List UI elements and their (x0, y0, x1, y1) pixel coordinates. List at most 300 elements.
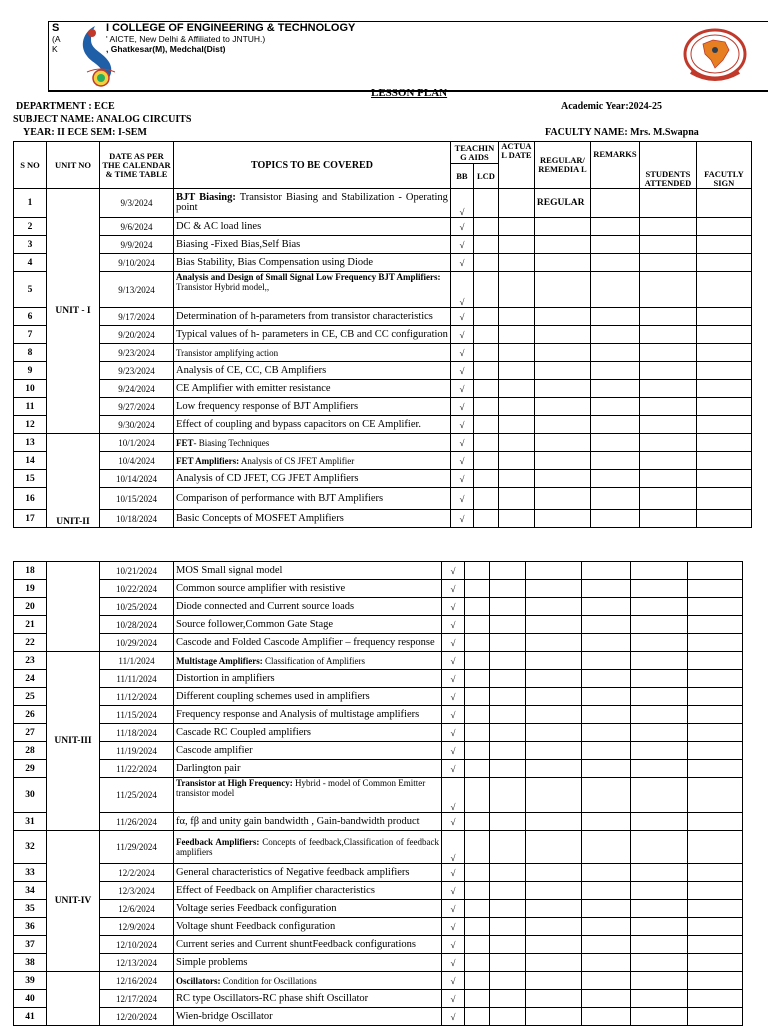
faculty-name-label: FACULTY NAME: Mrs. M.Swapna (545, 127, 699, 138)
regular-remedial-cell (526, 813, 582, 831)
lcd-cell (473, 189, 498, 218)
bb-tick-cell: √ (442, 990, 465, 1008)
lcd-cell (465, 813, 490, 831)
faculty-sign-cell (696, 488, 751, 510)
bb-tick-cell: √ (450, 416, 473, 434)
remarks-cell (582, 562, 631, 580)
table-row (14, 434, 752, 452)
faculty-sign-cell (688, 918, 743, 936)
col-header-students: STUDENTS ATTENDED (639, 142, 696, 189)
bb-tick-cell: √ (450, 189, 473, 218)
remarks-cell (582, 954, 631, 972)
students-attended-cell (631, 882, 688, 900)
actual-date-cell (490, 652, 526, 670)
bb-tick-cell: √ (442, 831, 465, 864)
topic-cell (174, 900, 442, 918)
lcd-cell (465, 831, 490, 864)
topic-text: RC type Oscillators-RC phase shift Oscillator (176, 993, 369, 1004)
col-header-regular-remedial: REGULAR/ REMEDIA L (534, 142, 590, 189)
students-attended-cell (631, 990, 688, 1008)
topic-cell (174, 380, 451, 398)
actual-date-cell (490, 742, 526, 760)
lcd-cell (473, 416, 498, 434)
date-cell: 10/18/2024 (100, 510, 174, 528)
lcd-cell (473, 236, 498, 254)
sno-cell: 32 (14, 831, 47, 864)
lcd-cell (465, 706, 490, 724)
table-row (14, 652, 743, 670)
lcd-cell (473, 272, 498, 308)
year-sem-label: YEAR: II ECE SEM: I-SEM (23, 127, 147, 138)
table-row (14, 634, 743, 652)
topic-cell (174, 688, 442, 706)
topic-cell (174, 616, 442, 634)
actual-date-cell (498, 272, 534, 308)
sno-cell: 4 (14, 254, 47, 272)
students-attended-cell (631, 972, 688, 990)
table-row (14, 488, 752, 510)
faculty-sign-cell (688, 652, 743, 670)
topic-text: Cascode amplifier (176, 745, 253, 756)
topic-cell (174, 218, 451, 236)
topic-cell (174, 398, 451, 416)
regular-remedial-cell (534, 326, 590, 344)
topic-heading: Multistage Amplifiers: (176, 655, 263, 666)
students-attended-cell (631, 724, 688, 742)
table-row (14, 398, 752, 416)
topic-text: Frequency response and Analysis of multistage amplifiers (176, 709, 420, 720)
topic-cell (174, 308, 451, 326)
actual-date-cell (490, 688, 526, 706)
topic-text: Analysis of CE, CC, CB Amplifiers (176, 365, 327, 376)
date-cell: 10/22/2024 (100, 580, 174, 598)
sno-cell: 40 (14, 990, 47, 1008)
table-row (14, 326, 752, 344)
college-header (48, 21, 768, 92)
bb-tick-cell: √ (442, 954, 465, 972)
students-attended-cell (639, 254, 696, 272)
students-attended-cell (631, 918, 688, 936)
regular-remedial-cell (526, 778, 582, 813)
unit-cell: UNIT-IV (47, 831, 100, 972)
date-cell: 11/11/2024 (100, 670, 174, 688)
regular-remedial-cell (526, 706, 582, 724)
date-cell: 10/21/2024 (100, 562, 174, 580)
actual-date-cell (490, 882, 526, 900)
students-attended-cell (631, 652, 688, 670)
regular-remedial-cell (534, 398, 590, 416)
table-row (14, 706, 743, 724)
date-cell: 10/4/2024 (100, 452, 174, 470)
lcd-cell (473, 308, 498, 326)
date-cell: 9/17/2024 (100, 308, 174, 326)
table-row (14, 562, 743, 580)
lcd-cell (465, 562, 490, 580)
table-row (14, 936, 743, 954)
students-attended-cell (631, 954, 688, 972)
actual-date-cell (498, 488, 534, 510)
table-row (14, 452, 752, 470)
actual-date-cell (490, 954, 526, 972)
bb-tick-cell: √ (442, 1008, 465, 1026)
table-row (14, 380, 752, 398)
regular-remedial-cell (526, 1008, 582, 1026)
table-row (14, 236, 752, 254)
topic-cell (174, 778, 442, 813)
students-attended-cell (631, 598, 688, 616)
college-info (106, 23, 355, 54)
students-attended-cell (631, 864, 688, 882)
faculty-sign-cell (688, 706, 743, 724)
unit-cell: UNIT - I (47, 189, 100, 434)
faculty-sign-cell (688, 670, 743, 688)
regular-remedial-cell (526, 918, 582, 936)
bb-tick-cell: √ (450, 254, 473, 272)
remarks-cell (590, 189, 639, 218)
col-header-topics: TOPICS TO BE COVERED (174, 142, 451, 189)
faculty-sign-cell (688, 634, 743, 652)
remarks-cell (590, 470, 639, 488)
faculty-sign-cell (688, 760, 743, 778)
remarks-cell (590, 488, 639, 510)
faculty-sign-cell (696, 510, 751, 528)
remarks-cell (590, 236, 639, 254)
actual-date-cell (498, 344, 534, 362)
sno-cell: 29 (14, 760, 47, 778)
regular-remedial-cell (534, 272, 590, 308)
topic-text: Bias Stability, Bias Compensation using Diode (176, 257, 374, 268)
regular-remedial-cell (534, 452, 590, 470)
sno-cell: 8 (14, 344, 47, 362)
topic-cell (174, 1008, 442, 1026)
regular-remedial-cell (526, 882, 582, 900)
students-attended-cell (631, 831, 688, 864)
department-label: DEPARTMENT : ECE (16, 101, 115, 112)
bb-tick-cell: √ (442, 670, 465, 688)
regular-remedial-cell (534, 434, 590, 452)
sno-cell: 14 (14, 452, 47, 470)
topic-text: Analysis of CD JFET, CG JFET Amplifiers (176, 473, 359, 484)
lcd-cell (465, 598, 490, 616)
topic-text: Distortion in amplifiers (176, 673, 275, 684)
faculty-sign-cell (696, 326, 751, 344)
regular-remedial-cell (534, 416, 590, 434)
students-attended-cell (639, 272, 696, 308)
table-row (14, 598, 743, 616)
bb-tick-cell: √ (450, 452, 473, 470)
sno-cell: 18 (14, 562, 47, 580)
students-attended-cell (631, 813, 688, 831)
remarks-cell (590, 254, 639, 272)
topic-cell (174, 864, 442, 882)
date-cell: 9/6/2024 (100, 218, 174, 236)
regular-remedial-cell (534, 380, 590, 398)
actual-date-cell (498, 398, 534, 416)
lcd-cell (465, 882, 490, 900)
regular-remedial-cell (534, 362, 590, 380)
regular-remedial-cell (534, 218, 590, 236)
students-attended-cell (631, 760, 688, 778)
college-location: , Ghatkesar(M), Medchal(Dist) (106, 44, 226, 54)
topic-text: DC & AC load lines (176, 221, 262, 232)
topic-text: Concepts of feedback,Classification of feedback amplifiers (176, 837, 439, 857)
unit-cell: UNIT-III (47, 652, 100, 831)
faculty-sign-cell (688, 990, 743, 1008)
bb-tick-cell: √ (442, 778, 465, 813)
sno-cell: 20 (14, 598, 47, 616)
bb-tick-cell: √ (450, 398, 473, 416)
lcd-cell (473, 254, 498, 272)
faculty-sign-cell (696, 398, 751, 416)
bb-tick-cell: √ (442, 918, 465, 936)
regular-remedial-cell (526, 616, 582, 634)
sno-cell: 10 (14, 380, 47, 398)
faculty-sign-cell (696, 380, 751, 398)
remarks-cell (582, 900, 631, 918)
faculty-sign-cell (688, 580, 743, 598)
faculty-sign-cell (696, 452, 751, 470)
regular-remedial-cell (526, 900, 582, 918)
lesson-plan-table-page-2 (13, 561, 743, 1026)
faculty-sign-cell (688, 813, 743, 831)
regular-remedial-cell (526, 562, 582, 580)
faculty-sign-cell (696, 362, 751, 380)
students-attended-cell (631, 562, 688, 580)
table-row (14, 510, 752, 528)
remarks-cell (590, 308, 639, 326)
topic-text: fα, fβ and unity gain bandwidth , Gain-bandwidth product (176, 816, 420, 827)
regular-remedial-cell (526, 972, 582, 990)
table-row (14, 864, 743, 882)
topic-text: Diode connected and Current source loads (176, 601, 355, 612)
actual-date-cell (498, 362, 534, 380)
remarks-cell (582, 634, 631, 652)
sno-cell: 12 (14, 416, 47, 434)
date-cell: 9/13/2024 (100, 272, 174, 308)
lcd-cell (465, 742, 490, 760)
lcd-cell (473, 434, 498, 452)
topic-cell (174, 326, 451, 344)
sno-cell: 31 (14, 813, 47, 831)
regular-remedial-cell (526, 670, 582, 688)
bb-tick-cell: √ (442, 688, 465, 706)
remarks-cell (590, 416, 639, 434)
students-attended-cell (631, 706, 688, 724)
lcd-cell (473, 398, 498, 416)
lcd-cell (473, 470, 498, 488)
bb-tick-cell: √ (450, 362, 473, 380)
topic-text: MOS Small signal model (176, 565, 283, 576)
topic-cell (174, 742, 442, 760)
college-name: I COLLEGE OF ENGINEERING & TECHNOLOGY (106, 22, 356, 34)
topic-cell (174, 990, 442, 1008)
col-header-unit: UNIT NO (47, 142, 100, 189)
regular-remedial-cell (526, 634, 582, 652)
col-header-lcd: LCD (473, 164, 498, 189)
regular-remedial-cell (526, 936, 582, 954)
remarks-cell (590, 344, 639, 362)
students-attended-cell (639, 189, 696, 218)
actual-date-cell (490, 1008, 526, 1026)
remarks-cell (590, 398, 639, 416)
bb-tick-cell: √ (450, 326, 473, 344)
sno-cell: 39 (14, 972, 47, 990)
date-cell: 11/12/2024 (100, 688, 174, 706)
topic-cell (174, 189, 451, 218)
remarks-cell (582, 813, 631, 831)
remarks-cell (582, 598, 631, 616)
remarks-cell (582, 688, 631, 706)
actual-date-cell (490, 918, 526, 936)
lcd-cell (465, 972, 490, 990)
topic-text: Transistor Biasing and Stabilization - Operating point (176, 192, 448, 213)
topic-text: Transistor Hybrid model,, (176, 282, 270, 292)
actual-date-cell (490, 990, 526, 1008)
date-cell: 11/19/2024 (100, 742, 174, 760)
date-cell: 9/23/2024 (100, 344, 174, 362)
topic-text: CE Amplifier with emitter resistance (176, 383, 331, 394)
academic-year-label: Academic Year:2024-25 (561, 101, 662, 112)
topic-cell (174, 344, 451, 362)
students-attended-cell (639, 362, 696, 380)
topic-heading: FET (176, 437, 194, 448)
actual-date-cell (498, 189, 534, 218)
sno-cell: 36 (14, 918, 47, 936)
college-approval: ' AICTE, New Delhi & Affiliated to JNTUH.) (106, 34, 266, 44)
faculty-sign-cell (688, 900, 743, 918)
table-row (14, 918, 743, 936)
regular-remedial-cell (534, 254, 590, 272)
remarks-cell (590, 362, 639, 380)
remarks-cell (582, 918, 631, 936)
table-row (14, 900, 743, 918)
col-header-sign: FACUTLY SIGN (696, 142, 751, 189)
lcd-cell (465, 634, 490, 652)
faculty-sign-cell (696, 434, 751, 452)
remarks-cell (582, 990, 631, 1008)
bb-tick-cell: √ (450, 236, 473, 254)
date-cell: 9/27/2024 (100, 398, 174, 416)
col-header-bb: BB (450, 164, 473, 189)
actual-date-cell (490, 562, 526, 580)
lesson-plan-table-page-1 (13, 141, 752, 528)
regular-remedial-cell (534, 488, 590, 510)
faculty-sign-cell (696, 416, 751, 434)
topic-heading: Feedback Amplifiers: (176, 837, 260, 847)
unit-cell (47, 562, 100, 652)
header-fragment-2: (A (52, 34, 61, 44)
sno-cell: 6 (14, 308, 47, 326)
topic-cell (174, 760, 442, 778)
lcd-cell (465, 864, 490, 882)
topic-text: Effect of coupling and bypass capacitors on CE Amplifier. (176, 419, 422, 430)
students-attended-cell (639, 416, 696, 434)
table-row (14, 882, 743, 900)
actual-date-cell (490, 760, 526, 778)
actual-date-cell (498, 452, 534, 470)
sno-cell: 13 (14, 434, 47, 452)
bb-tick-cell: √ (450, 308, 473, 326)
actual-date-cell (498, 510, 534, 528)
date-cell: 11/1/2024 (100, 652, 174, 670)
regular-remedial-cell (526, 652, 582, 670)
topic-text: - Biasing Techniques (193, 437, 270, 448)
bb-tick-cell: √ (450, 380, 473, 398)
table-row (14, 688, 743, 706)
topic-cell (174, 434, 451, 452)
remarks-cell (582, 742, 631, 760)
students-attended-cell (639, 218, 696, 236)
header-fragment-1: S (52, 22, 60, 34)
sno-cell: 23 (14, 652, 47, 670)
remarks-cell (582, 882, 631, 900)
students-attended-cell (639, 380, 696, 398)
bb-tick-cell: √ (450, 434, 473, 452)
table-row (14, 416, 752, 434)
faculty-sign-cell (688, 562, 743, 580)
sno-cell: 19 (14, 580, 47, 598)
topic-text: Hybrid - model of Common Emitter transistor model (176, 778, 426, 798)
students-attended-cell (631, 688, 688, 706)
col-header-remarks: REMARKS (590, 142, 639, 189)
students-attended-cell (639, 326, 696, 344)
col-header-actual-date: ACTUA L DATE (498, 142, 534, 189)
topic-text: Current series and Current shuntFeedback configurations (176, 939, 416, 950)
topic-text: Classification of Amplifiers (262, 655, 365, 666)
sno-cell: 2 (14, 218, 47, 236)
actual-date-cell (490, 972, 526, 990)
topic-cell (174, 954, 442, 972)
remarks-cell (590, 380, 639, 398)
date-cell: 11/29/2024 (100, 831, 174, 864)
remarks-cell (582, 706, 631, 724)
topic-cell (174, 272, 451, 308)
students-attended-cell (631, 742, 688, 760)
actual-date-cell (490, 598, 526, 616)
table-row (14, 760, 743, 778)
regular-remedial-cell (526, 742, 582, 760)
date-cell: 12/3/2024 (100, 882, 174, 900)
topic-text: Wien-bridge Oscillator (176, 1011, 273, 1022)
remarks-cell (582, 1008, 631, 1026)
lcd-cell (473, 380, 498, 398)
topic-cell (174, 724, 442, 742)
topic-text: Biasing -Fixed Bias,Self Bias (176, 239, 301, 250)
regular-remedial-cell (534, 344, 590, 362)
unit-cell: UNIT-II (47, 434, 100, 528)
table-row (14, 616, 743, 634)
actual-date-cell (490, 778, 526, 813)
sno-cell: 26 (14, 706, 47, 724)
bb-tick-cell: √ (442, 706, 465, 724)
regular-remedial-cell (526, 598, 582, 616)
topic-text: Source follower,Common Gate Stage (176, 619, 334, 630)
topic-cell (174, 580, 442, 598)
table-row (14, 990, 743, 1008)
sno-cell: 15 (14, 470, 47, 488)
lcd-cell (473, 326, 498, 344)
topic-cell (174, 510, 451, 528)
topic-cell (174, 882, 442, 900)
table-row (14, 724, 743, 742)
students-attended-cell (639, 236, 696, 254)
remarks-cell (582, 760, 631, 778)
lcd-cell (465, 778, 490, 813)
faculty-sign-cell (688, 778, 743, 813)
date-cell: 12/20/2024 (100, 1008, 174, 1026)
topic-text: Cascode and Folded Cascode Amplifier – frequency response (176, 637, 435, 648)
lesson-plan-title: LESSON PLAN (371, 87, 448, 99)
